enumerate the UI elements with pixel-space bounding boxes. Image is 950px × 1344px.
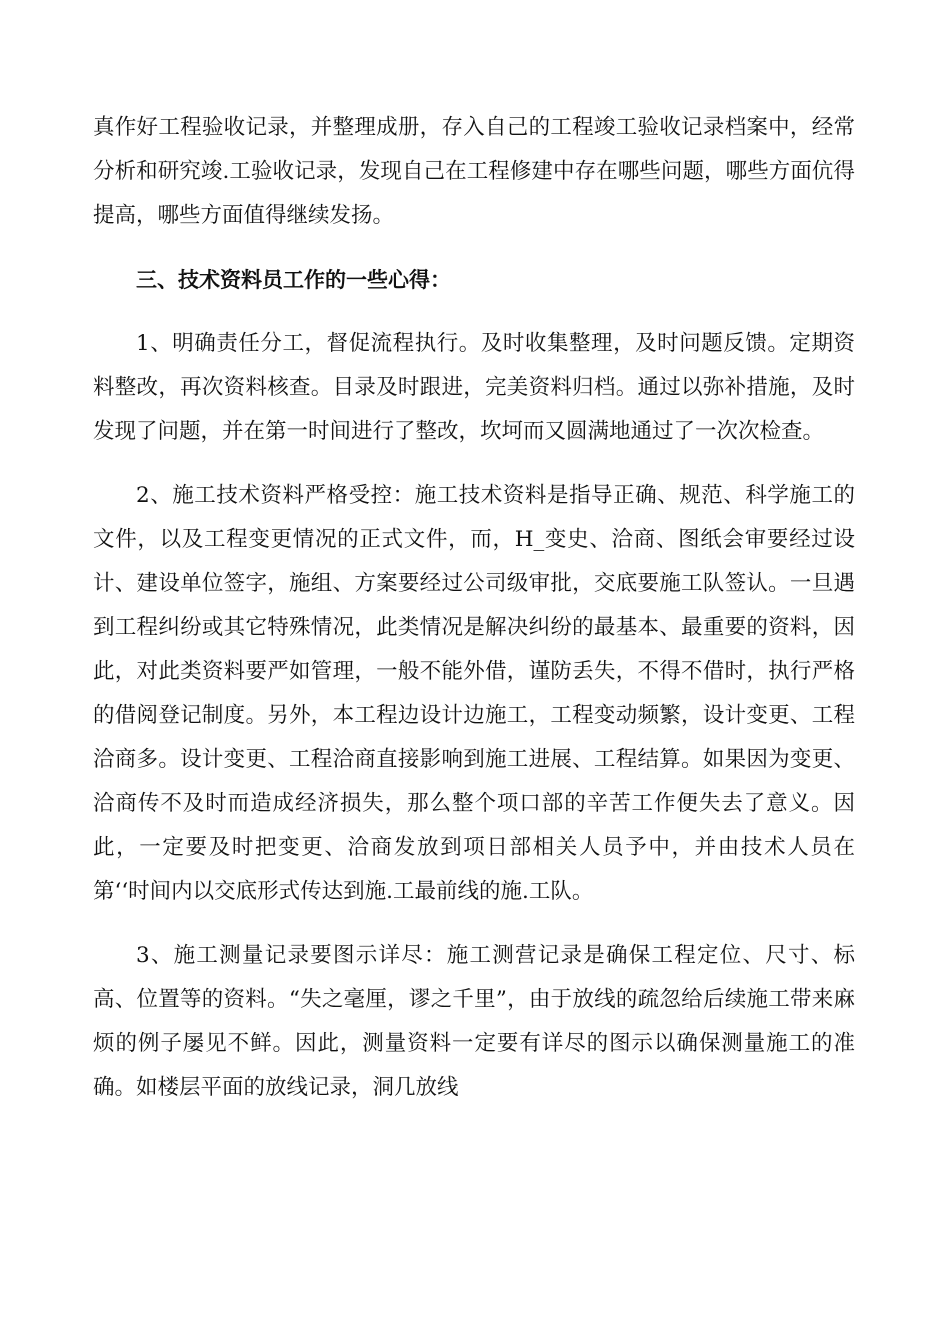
- paragraph-continuation: 真作好工程验收记录，并整理成册，存入自己的工程竣工验收记录档案中，经常分析和研究竣.工验收记录，发现自己在工程修建中存在哪些问题，哪些方面伉得提高，哪些方面值得继续发扬。: [93, 115, 855, 228]
- paragraph-item-3: 3、施工测量记录要图示详尽：施工测营记录是确保工程定位、尺寸、标高、位置等的资料。“失之毫厘，谬之千里”，由于放线的疏忽给后续施工带来麻烦的例子屡见不鲜。因此，测量资料一定要有详尽的图示以确保测量施工的准确。如楼层平面的放线记录，洞几放线: [93, 943, 855, 1100]
- paragraph-item-1: 1、明确责任分工，督促流程执行。及时收集整理，及时问题反馈。定期资料整改，再次资料核查。目录及时跟进，完美资料归档。通过以弥补措施，及时发现了问题，并在第一时间进行了整改，坎坷而又圆满地通过了一次次检查。: [93, 331, 855, 444]
- document-page: [93, 106, 855, 1110]
- section-heading: 三、技术资料员工作的一些心得：: [136, 268, 451, 292]
- paragraph-item-2: 2、施工技术资料严格受控：施工技术资料是指导正确、规范、科学施工的文件，以及工程变更情况的正式文件，而，H_变史、洽商、图纸会审要经过设计、建设单位签字，施组、方案要经过公司级审批，交底要施工队签认。一旦遇到工程纠纷或其它特殊情况，此类情况是解决纠纷的最基本、最重要的资料，因此，对此类资料要严如管理，一般不能外借，谨防丢失，不得不借时，执行严格的借阅登记制度。另外，本工程边设计边施工，工程变动频繁，设计变更、工程洽商多。设计变更、工程洽商直接影响到施工进展、工程结算。如果因为变更、洽商传不及时而造成经济损失，那么整个项口部的辛苦工作便失去了意义。因此，一定要及时把变更、洽商发放到项日部相关人员予中，并由技术人员在第‘‘时间内以交底形式传达到施.工最前线的施.工队。: [93, 483, 855, 904]
